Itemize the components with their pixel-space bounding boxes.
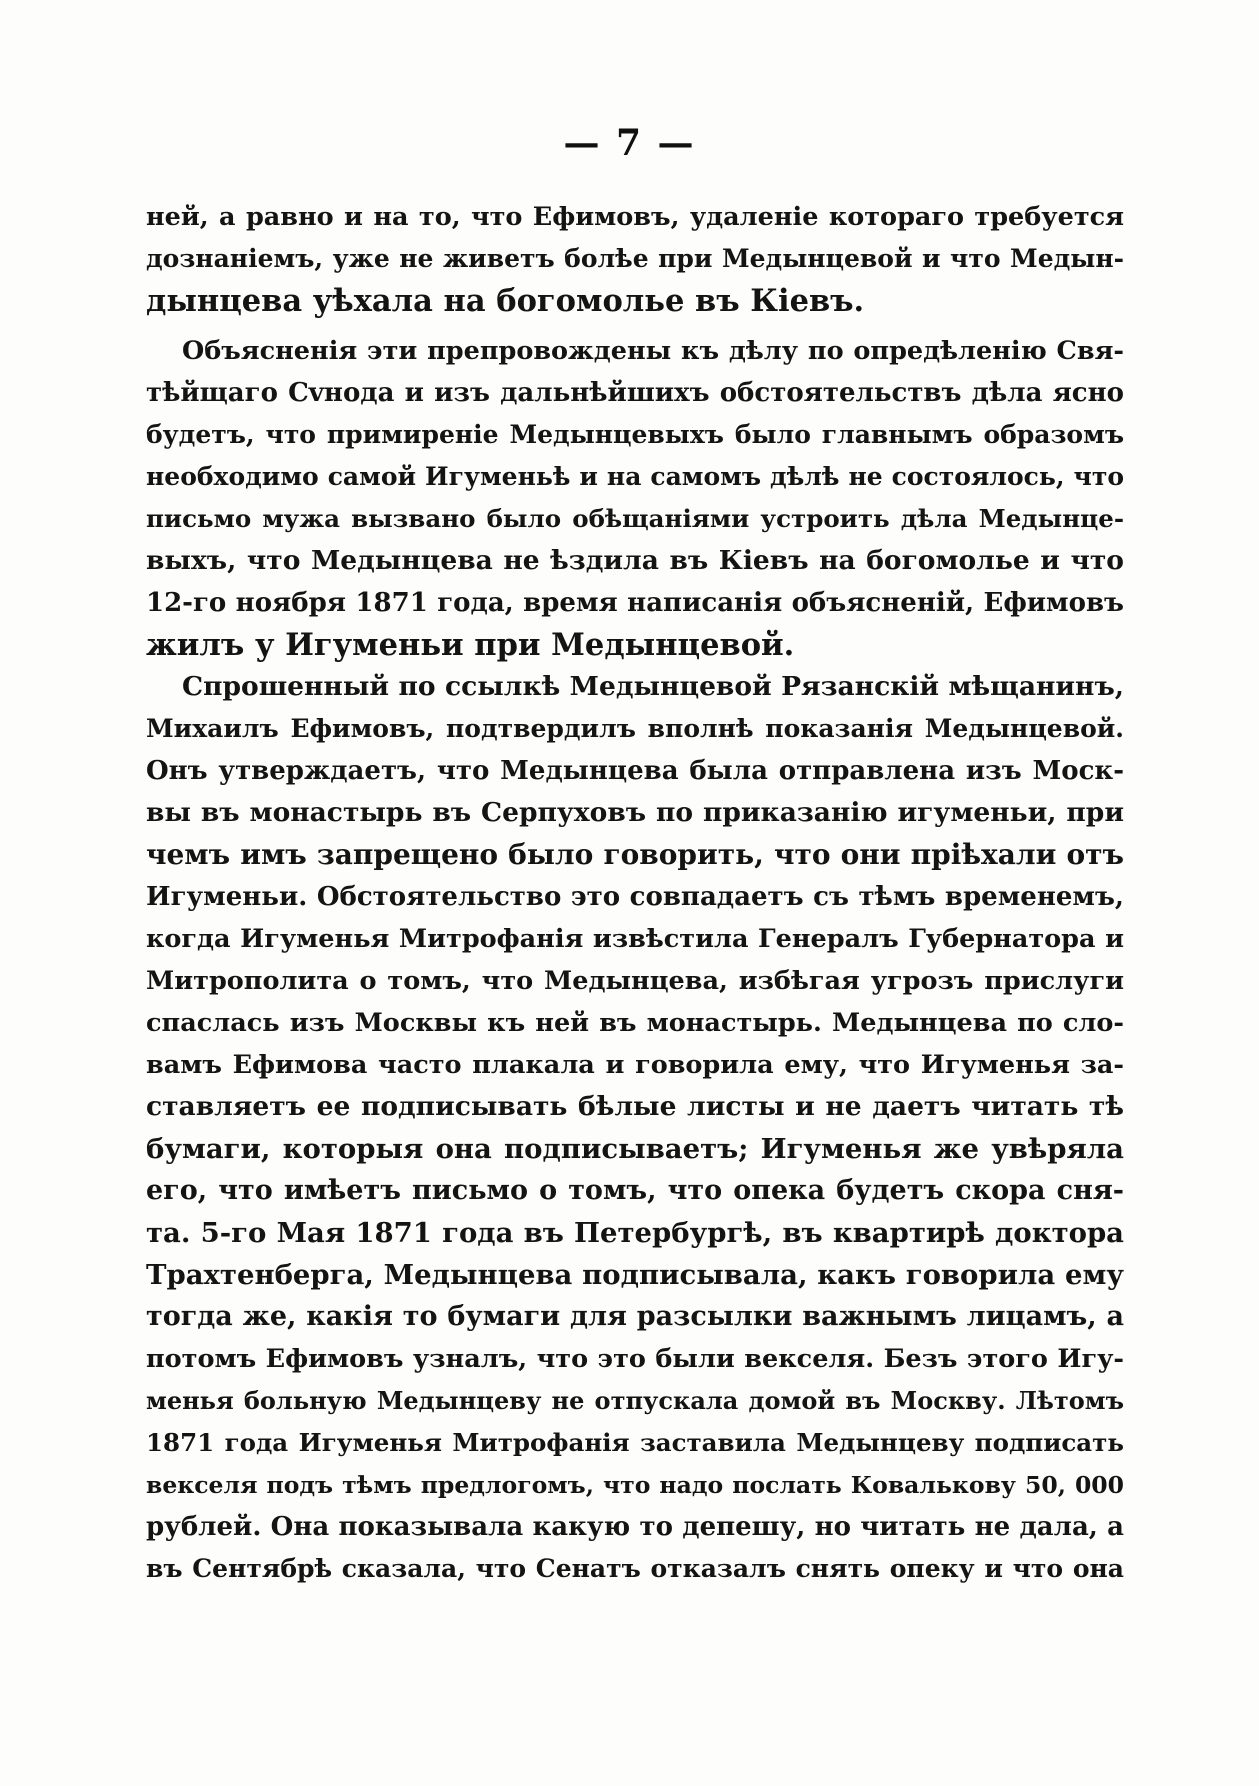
text-line: ней, а равно и на то, что Ефимовъ, удаленіе котораго требуется	[146, 202, 1124, 232]
text-line: Митрополита о томъ, что Медынцева, избѣгая угрозъ прислуги	[146, 966, 1124, 996]
text-line: дознаніемъ, уже не живетъ болѣе при Медынцевой и что Медын-	[146, 244, 1124, 273]
text-line: менья больную Медынцеву не отпускала домой въ Москву. Лѣтомъ	[146, 1386, 1124, 1415]
text-line: выхъ, что Медынцева не ѣздила въ Кіевъ на богомолье и что	[146, 545, 1124, 576]
text-line: та. 5-го Мая 1871 года въ Петербургѣ, въ квартирѣ доктора	[146, 1217, 1124, 1249]
text-line: вы въ монастырь въ Серпуховъ по приказанію игуменьи, при	[146, 797, 1124, 828]
text-line: тогда же, какія то бумаги для разсылки важнымъ лицамъ, а	[146, 1301, 1124, 1332]
text-line: необходимо самой Игуменьѣ и на самомъ дѣлѣ не состоялось, что	[146, 462, 1124, 491]
text-line: спаслась изъ Москвы къ ней въ монастырь. Медынцева по сло-	[146, 1008, 1124, 1038]
text-line: потомъ Ефимовъ узналъ, что это были векселя. Безъ этого Игу-	[146, 1344, 1124, 1374]
text-line: въ Сентябрѣ сказала, что Сенатъ отказалъ снять опеку и что она	[146, 1554, 1124, 1583]
text-line: тѣйщаго Сvнода и изъ дальнѣйшихъ обстоятельствъ дѣла ясно	[146, 378, 1124, 408]
text-line: будетъ, что примиреніе Медынцевыхъ было главнымъ образомъ	[146, 420, 1124, 449]
text-line: Спрошенный по ссылкѣ Медынцевой Рязанскій мѣщанинъ,	[182, 671, 1124, 702]
text-line: векселя подъ тѣмъ предлогомъ, что надо послать Ковалькову 50, 000	[146, 1471, 1124, 1499]
text-line: Трахтенберга, Медынцева подписывала, какъ говорила ему	[146, 1259, 1124, 1291]
page-number: — 7 —	[563, 122, 696, 164]
text-line: Михаилъ Ефимовъ, подтвердилъ вполнѣ показанія Медынцевой.	[146, 714, 1124, 743]
text-line: Онъ утверждаетъ, что Медынцева была отправлена изъ Моск-	[146, 756, 1124, 786]
text-line: чемъ имъ запрещено было говорить, что они пріѣхали отъ	[146, 838, 1124, 871]
text-line: Игуменьи. Обстоятельство это совпадаетъ съ тѣмъ временемъ,	[146, 882, 1124, 912]
text-line: дынцева уѣхала на богомолье въ Кіевъ.	[146, 283, 865, 319]
text-line: 12-го ноября 1871 года, время написанія объясненій, Ефимовъ	[146, 588, 1124, 618]
text-line: Объясненія эти препровождены къ дѣлу по опредѣленію Свя-	[182, 336, 1124, 366]
body-text	[146, 196, 1124, 1590]
text-line: когда Игуменья Митрофанія извѣстила Генералъ Губернатора и	[146, 924, 1124, 954]
text-line: бумаги, которыя она подписываетъ; Игуменья же увѣряла	[146, 1133, 1124, 1165]
text-line: ставляетъ ее подписывать бѣлые листы и не даетъ читать тѣ	[146, 1091, 1124, 1122]
text-line: рублей. Она показывала какую то депешу, но читать не дала, а	[146, 1512, 1124, 1542]
text-line: 1871 года Игуменья Митрофанія заставила Медынцеву подписать	[146, 1428, 1124, 1457]
text-line: жилъ у Игуменьи при Медынцевой.	[146, 627, 795, 663]
text-line: письмо мужа вызвано было обѣщаніями устроить дѣла Медынце-	[146, 504, 1124, 533]
text-line: вамъ Ефимова часто плакала и говорила ему, что Игуменья за-	[146, 1050, 1124, 1080]
text-line: его, что имѣетъ письмо о томъ, что опека будетъ скора сня-	[146, 1175, 1124, 1206]
